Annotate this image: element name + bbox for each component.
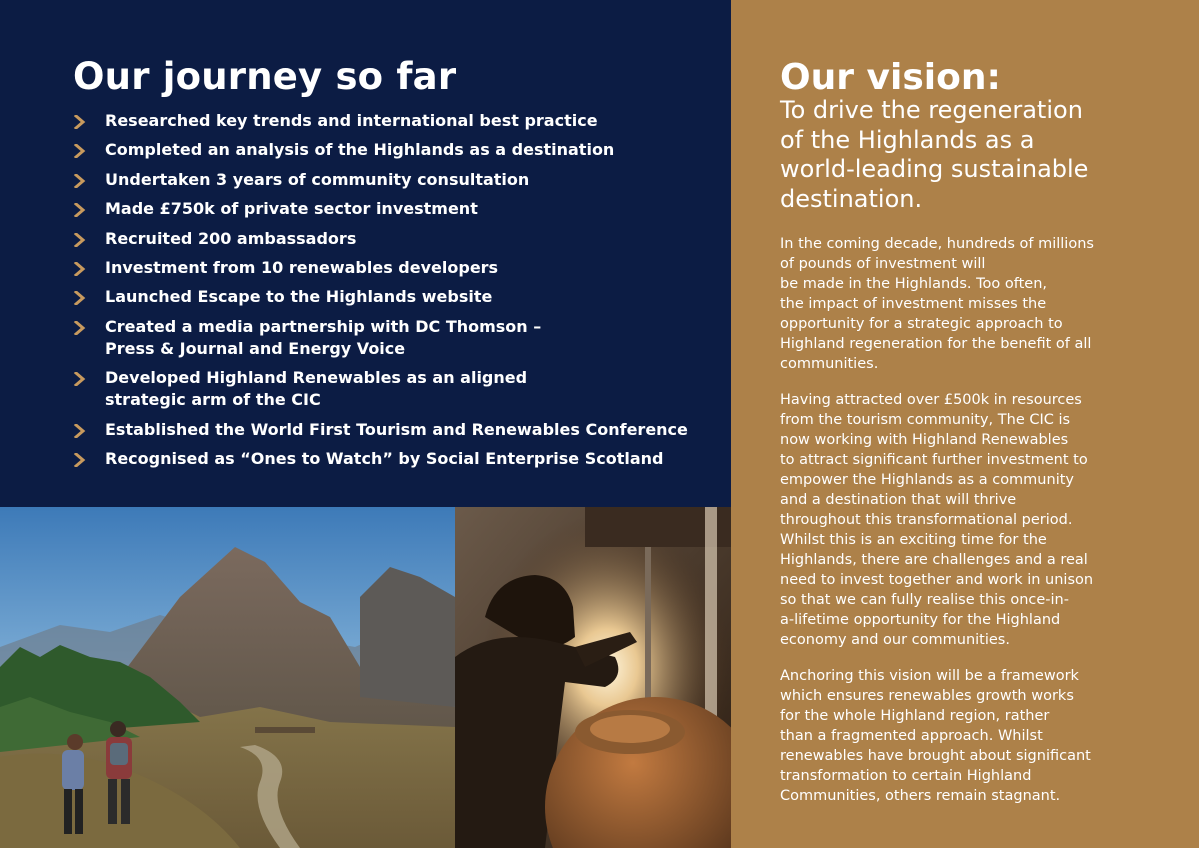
journey-item-text: Launched Escape to the Highlands website bbox=[105, 287, 493, 307]
journey-item bbox=[73, 198, 713, 220]
chevron-right-icon bbox=[73, 321, 87, 335]
journey-item bbox=[73, 228, 713, 250]
journey-item-text: Recognised as “Ones to Watch” by Social Enterprise Scotland bbox=[105, 448, 664, 468]
chevron-right-icon bbox=[73, 203, 87, 217]
chevron-right-icon bbox=[73, 144, 87, 158]
journey-item-text: Created a media partnership with DC Thomson – Press & Journal and Energy Voice bbox=[105, 316, 542, 358]
journey-item bbox=[73, 316, 713, 360]
chevron-right-icon bbox=[73, 174, 87, 188]
journey-item bbox=[73, 110, 713, 132]
journey-list bbox=[73, 110, 713, 477]
chevron-right-icon bbox=[73, 233, 87, 247]
vision-statement: To drive the regeneration of the Highlands as a world-leading sustainable destination. bbox=[780, 96, 1089, 213]
mountain-hikers-photo bbox=[0, 507, 455, 848]
vision-body bbox=[780, 234, 1180, 822]
journey-item-text: Made £750k of private sector investment bbox=[105, 199, 478, 219]
journey-item bbox=[73, 139, 713, 161]
chevron-right-icon bbox=[73, 115, 87, 129]
journey-item bbox=[73, 448, 713, 470]
journey-item-text: Researched key trends and international best practice bbox=[105, 111, 598, 130]
journey-item bbox=[73, 169, 713, 191]
journey-item-text: Established the World First Tourism and Renewables Conference bbox=[105, 419, 688, 439]
distillery-worker-photo bbox=[455, 507, 731, 848]
chevron-right-icon bbox=[73, 372, 87, 386]
journey-item-text: Undertaken 3 years of community consultation bbox=[105, 169, 530, 189]
journey-item-text: Investment from 10 renewables developers bbox=[105, 257, 499, 277]
vision-paragraph: In the coming decade, hundreds of millions of pounds of investment will be made in the Highlands. Too often, the impact of investment misses the opportunity for a strategic approach to Highland regeneration for the benefit of all communities. bbox=[780, 236, 1094, 372]
journey-title: Our journey so far bbox=[73, 55, 457, 98]
vision-title: Our vision: bbox=[780, 57, 1001, 98]
journey-item-text: Completed an analysis of the Highlands as a destination bbox=[105, 140, 615, 160]
chevron-right-icon bbox=[73, 453, 87, 467]
journey-item bbox=[73, 257, 713, 279]
journey-item bbox=[73, 419, 713, 441]
chevron-right-icon bbox=[73, 262, 87, 276]
journey-item bbox=[73, 367, 713, 411]
journey-item bbox=[73, 286, 713, 308]
journey-item-text: Developed Highland Renewables as an aligned strategic arm of the CIC bbox=[105, 368, 528, 410]
chevron-right-icon bbox=[73, 424, 87, 438]
journey-item-text: Recruited 200 ambassadors bbox=[105, 228, 357, 248]
chevron-right-icon bbox=[73, 291, 87, 305]
vision-paragraph: Having attracted over £500k in resources from the tourism community, The CIC is now working with Highland Renewables to attract significant further investment to empower the Highlands as a community and a destination that will thrive throughout this transformational period. Whilst this is an exciting time for the Highlands, there are challenges and a real need to invest together and work in unison so that we can fully realise this once-in- a-lifetime opportunity for the Highland economy and our communities. bbox=[780, 392, 1094, 648]
vision-paragraph: Anchoring this vision will be a framework which ensures renewables growth works for the whole Highland region, rather than a fragmented approach. Whilst renewables have brought about significant transformation to certain Highland Communities, others remain stagnant. bbox=[780, 668, 1091, 804]
